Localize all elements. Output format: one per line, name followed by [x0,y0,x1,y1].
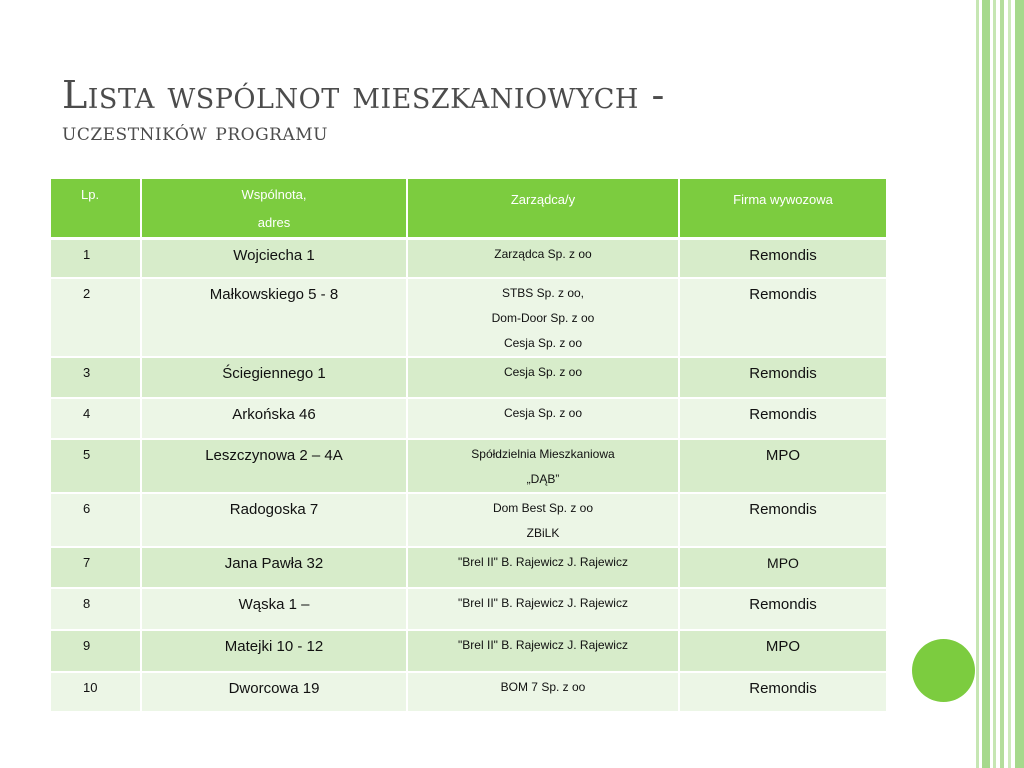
cell-zarzadca-line: Cesja Sp. z oo [503,405,583,420]
cell-firma: Remondis [679,357,887,398]
communities-table [51,179,888,713]
cell-lp: 6 [51,493,141,547]
cell-zarzadca-line: Dom Best Sp. z oo [492,500,594,515]
table-row [51,239,887,278]
cell-lp: 8 [51,588,141,630]
table-row [51,630,887,672]
slide-title [62,73,942,146]
header-firma: Firma wywozowa [679,179,887,239]
cell-zarzadca [407,630,679,672]
cell-zarzadca-line: BOM 7 Sp. z oo [500,679,586,694]
table-row [51,278,887,357]
cell-lp: 1 [51,239,141,278]
cell-wspolnota: Radogoska 7 [141,493,407,547]
cell-zarzadca [407,672,679,712]
cell-firma: MPO [679,630,887,672]
cell-firma: Remondis [679,398,887,439]
cell-wspolnota: Wąska 1 – [141,588,407,630]
cell-firma: Remondis [679,493,887,547]
header-lp: Lp. [51,179,141,239]
cell-zarzadca-line: "Brel II" B. Rajewicz J. Rajewicz [458,595,628,610]
cell-zarzadca [407,398,679,439]
cell-zarzadca [407,588,679,630]
cell-zarzadca [407,239,679,278]
decorative-stripe [982,0,990,768]
cell-zarzadca-line: Cesja Sp. z oo [503,364,583,379]
cell-firma: Remondis [679,588,887,630]
cell-wspolnota: Dworcowa 19 [141,672,407,712]
cell-lp: 9 [51,630,141,672]
table-row [51,439,887,493]
cell-wspolnota: Matejki 10 - 12 [141,630,407,672]
decorative-stripe [976,0,979,768]
cell-zarzadca [407,278,679,357]
cell-zarzadca [407,547,679,588]
cell-zarzadca-line: „DĄB” [526,471,560,486]
cell-zarzadca-line: "Brel II" B. Rajewicz J. Rajewicz [458,637,628,652]
cell-firma: Remondis [679,278,887,357]
header-wspolnota [141,179,407,239]
cell-wspolnota: Małkowskiego 5 - 8 [141,278,407,357]
header-wspolnota-line1: Wspólnota, [241,187,307,202]
table-row [51,588,887,630]
cell-zarzadca-line: Zarządca Sp. z oo [494,247,592,261]
cell-zarzadca [407,357,679,398]
cell-lp: 2 [51,278,141,357]
cell-wspolnota: Leszczynowa 2 – 4A [141,439,407,493]
cell-zarzadca [407,439,679,493]
cell-wspolnota: Wojciecha 1 [141,239,407,278]
decorative-stripe [1015,0,1024,768]
header-zarzadca: Zarządca/y [407,179,679,239]
cell-zarzadca-line: Cesja Sp. z oo [503,335,583,350]
header-wspolnota-line2: adres [257,215,291,230]
cell-wspolnota: Arkońska 46 [141,398,407,439]
cell-zarzadca-line: ZBiLK [526,525,560,540]
cell-lp: 7 [51,547,141,588]
cell-lp: 3 [51,357,141,398]
slide-title-line2: uczestników programu [62,117,328,146]
decorative-stripe [1008,0,1011,768]
table-header-row [51,179,887,239]
cell-firma: Remondis [679,239,887,278]
table-row [51,357,887,398]
table-row [51,672,887,712]
cell-zarzadca-line: Spółdzielnia Mieszkaniowa [471,446,615,461]
cell-lp: 10 [51,672,141,712]
slide-title-line1: Lista wspólnot mieszkaniowych - [62,73,665,117]
cell-zarzadca [407,493,679,547]
decorative-stripe [1000,0,1004,768]
decorative-circle [912,639,975,702]
table-row [51,398,887,439]
cell-firma: Remondis [679,672,887,712]
decorative-stripe [993,0,996,768]
cell-firma: MPO [679,439,887,493]
cell-lp: 4 [51,398,141,439]
cell-zarzadca-line: "Brel II" B. Rajewicz J. Rajewicz [458,554,628,569]
cell-zarzadca-line: STBS Sp. z oo, [501,285,585,300]
table-row [51,547,887,588]
cell-zarzadca-line: Dom-Door Sp. z oo [491,310,595,325]
cell-wspolnota: Jana Pawła 32 [141,547,407,588]
table-row [51,493,887,547]
cell-firma: MPO [679,547,887,588]
cell-lp: 5 [51,439,141,493]
cell-wspolnota: Ściegiennego 1 [141,357,407,398]
